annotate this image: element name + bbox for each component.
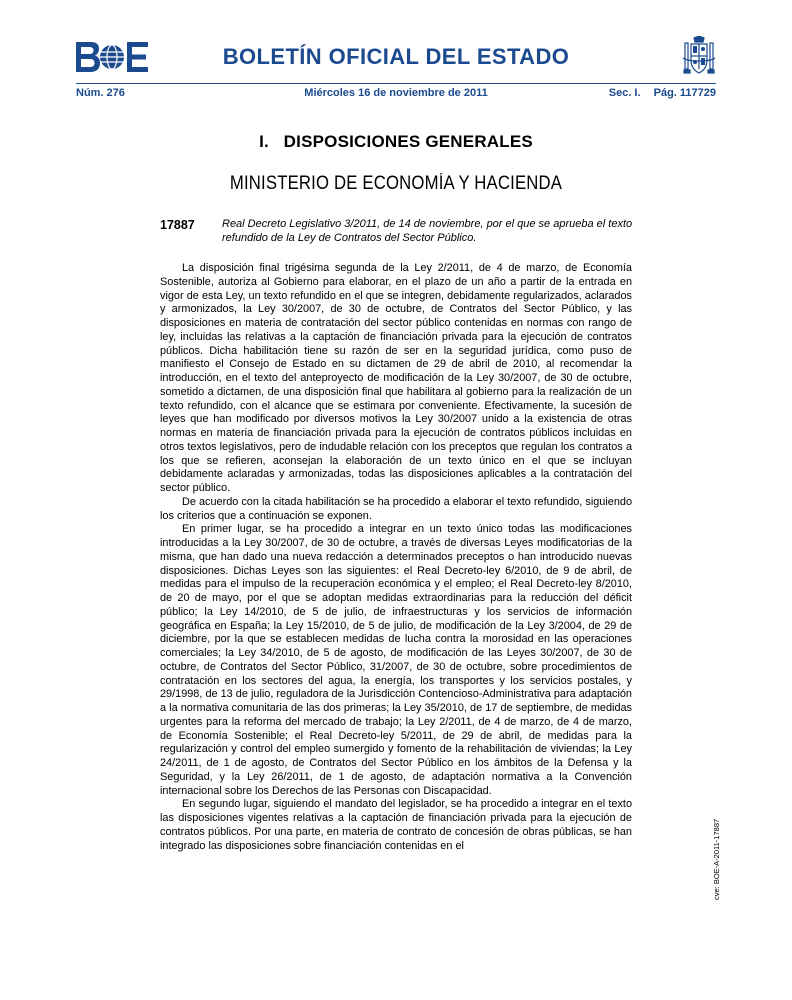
paragraph: En primer lugar, se ha procedido a integrar en un texto único todas las modificaciones introducidas a la Ley 30/2007, de 30 de octubre, a través de diversas Leyes modificatorias de la misma, que han dado una nueva redacción a determinados preceptos o han introducido nuevas disposiciones. Dichas Leyes son las siguientes: el Real Decreto-ley 6/2010, de 9 de abril, de medidas para el impulso de la recuperación económica y el empleo; el Real Decreto-ley 8/2010, de 20 de mayo, por el que se adoptan medidas extraordinarias para la reducción del déficit público; la Ley 14/2010, de 5 de julio, de infraestructuras y los servicios de información geográfica en España; la Ley 15/2010, de 5 de julio, de modificación de la Ley 3/2004, de 29 de diciembre, por la que se establecen medidas de lucha contra la morosidad en las operaciones comerciales; la Ley 34/2010, de 5 de agosto, de modificación de las Leyes 30/2007, de 30 de octubre, de Contratos del Sector Público, 31/2007, de 30 de octubre, sobre procedimientos de contratación en los sectores del agua, la energía, los transportes y los servicios postales, y 29/1998, de 13 de julio, reguladora de la Jurisdicción Contencioso-Administrativa para adaptación a la normativa comunitaria de las dos primeras; la Ley 35/2010, de 17 de septiembre, de medidas urgentes para la reforma del mercado de trabajo; la Ley 2/2011, de 4 de marzo, de 4 de marzo, de Economía Sostenible; el Real Decreto-ley 5/2011, de 29 de abril, de medidas para la regularización y control del empleo sumergido y fomento de la rehabilitación de viviendas; la Ley 24/2011, de 1 de agosto, de Contratos del Sector Público en los ámbitos de la Defensa y la Seguridad, y la Ley 26/2011, de 1 de agosto, de adaptación normativa a la Convención internacional sobre los Derechos de las Personas con Discapacidad. (160, 523, 632, 797)
ministry-heading: MINISTERIO DE ECONOMÍA Y HACIENDA (229, 173, 563, 194)
paragraph: En segundo lugar, siguiendo el mandato del legislador, se ha procedido a integrar en el texto las disposiciones vigentes relativas a la captación de financiación privada para la ejecución de contratos públicos. Por una parte, en materia de contrato de concesión de obras públicas, se han integrado las disposiciones sobre financiación contenidas en el (160, 798, 632, 852)
disposition-title: Real Decreto Legislativo 3/2011, de 14 de noviembre, por el que se aprueba el texto refundido de la Ley de Contratos del Sector Público. (222, 218, 633, 244)
paragraph: De acuerdo con la citada habilitación se ha procedido a elaborar el texto refundido, siguiendo los criterios que a continuación se exponen. (160, 495, 632, 522)
header-divider (76, 83, 716, 84)
section-page (599, 87, 716, 99)
page-number: Pág. 117729 (653, 87, 716, 99)
header-meta (76, 87, 716, 101)
issue-number: Núm. 276 (76, 87, 125, 99)
disposition-number: 17887 (160, 218, 195, 232)
issue-date: Miércoles 16 de noviembre de 2011 (304, 87, 488, 99)
section-heading: I. DISPOSICIONES GENERALES (259, 132, 533, 151)
section-label: Sec. I. (608, 87, 641, 99)
paragraph: La disposición final trigésima segunda de la Ley 2/2011, de 4 de marzo, de Economía Sostenible, autoriza al Gobierno para elaborar, en el plazo de un año a partir de la entrada en vigor de esta Ley, un texto refundido en el que se integren, debidamente regularizados, aclarados y armonizados, la Ley 30/2007, de 30 de octubre, de Contratos del Sector Público, y las disposiciones en materia de contratación del sector público contenidas en normas con rango de ley, incluidas las relativas a la captación de financiación privada para la ejecución de contratos públicos. Dicha habilitación tiene su razón de ser en la seguridad jurídica, como puso de manifiesto el Consejo de Estado en su dictamen de 29 de abril de 2010, al recomendar la introducción, en el texto del anteproyecto de modificación de la Ley 30/2007, de 30 de octubre, sometido a dictamen, de una disposición final que habilitara al gobierno para la realización de un texto refundido, con el alcance que se estimara por conveniente. Efectivamente, la sucesión de leyes que han modificado por diversos motivos la Ley 30/2007 unido a la existencia de otras normas en materia de financiación privada para la ejecución de contratos públicos incluidas en otros textos legislativos, pero de indudable relación con los preceptos que regulan los contratos a los que se refieren, aconsejan la elaboración de un texto único en el que se incluyan debidamente aclaradas y armonizadas, todas las disposiciones aplicables a la contratación del sector público. (160, 262, 632, 494)
gazette-title: BOLETÍN OFICIAL DEL ESTADO (222, 44, 570, 69)
body-text (160, 262, 632, 853)
coat-of-arms-icon (682, 36, 716, 76)
document-code: cve: BOE-A-2011-17887 (712, 818, 721, 900)
